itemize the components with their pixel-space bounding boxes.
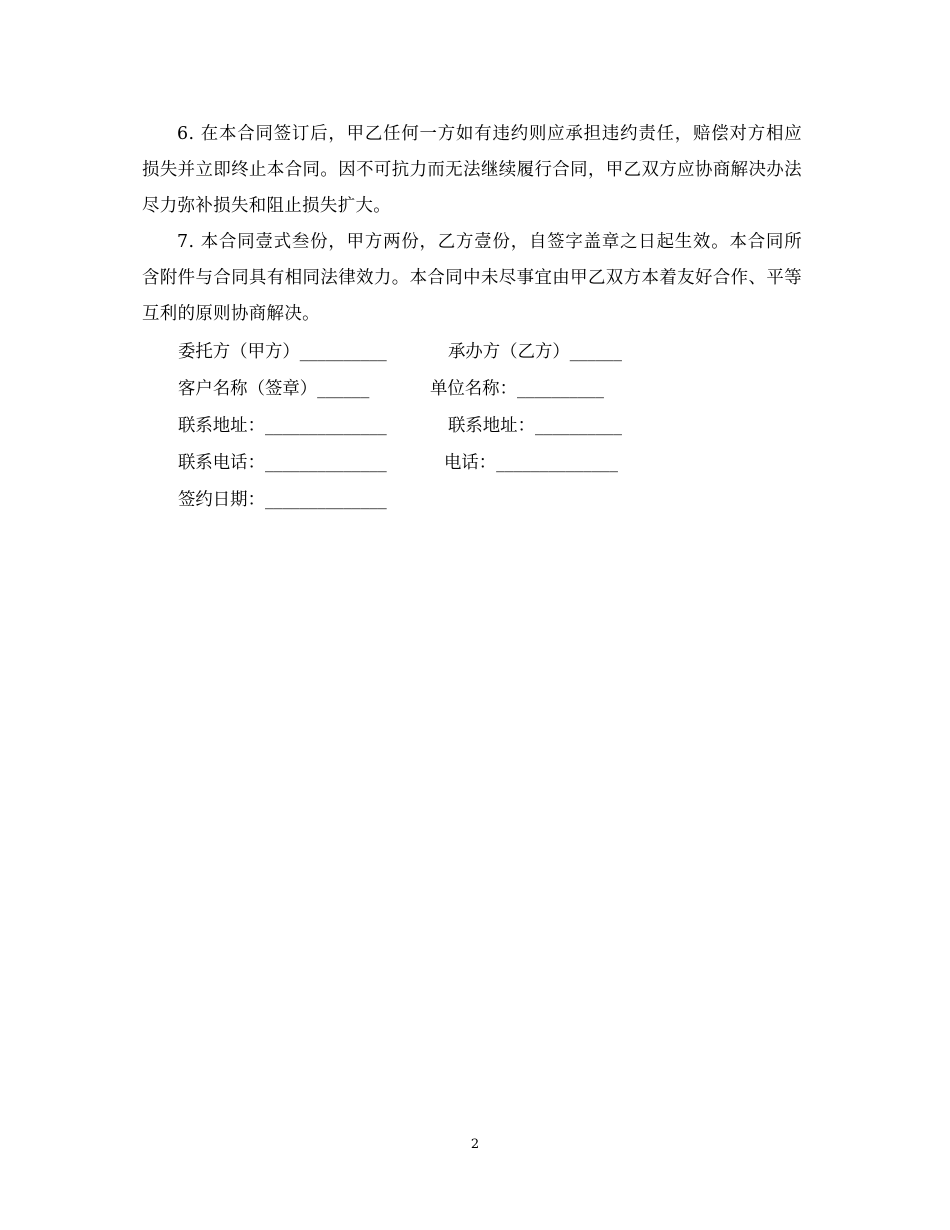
phone-a-field: 联系电话：______________	[178, 453, 387, 473]
client-name-field: 客户名称（签章）______	[178, 379, 370, 399]
clause-6: 6. 在本合同签订后，甲乙任何一方如有违约则应承担违约责任，赔偿对方相应损失并立即终止本合同。因不可抗力而无法继续履行合同，甲乙双方应协商解决办法尽力弥补损失和阻止损失扩大。	[142, 124, 802, 216]
party-a-field: 委托方（甲方）__________	[178, 342, 387, 362]
address-b-field: 联系地址：__________	[448, 416, 622, 436]
signature-row-phones	[178, 445, 818, 482]
party-b-field: 承办方（乙方）______	[448, 342, 622, 362]
address-a-field: 联系地址：______________	[178, 416, 387, 436]
signature-row-addresses	[178, 408, 818, 445]
phone-b-field: 电话：______________	[444, 453, 618, 473]
contract-clauses	[142, 116, 802, 332]
page-number: 2	[470, 1137, 480, 1152]
signature-block	[178, 334, 818, 519]
clause-7: 7. 本合同壹式叁份，甲方两份，乙方壹份，自签字盖章之日起生效。本合同所含附件与合同具有相同法律效力。本合同中未尽事宜由甲乙双方本着友好合作、平等互利的原则协商解决。	[142, 232, 802, 324]
signature-row-parties	[178, 334, 818, 371]
sign-date-field: 签约日期：______________	[178, 490, 387, 510]
signature-row-names	[178, 371, 818, 408]
unit-name-field: 单位名称：__________	[430, 379, 604, 399]
signature-row-date	[178, 482, 818, 519]
